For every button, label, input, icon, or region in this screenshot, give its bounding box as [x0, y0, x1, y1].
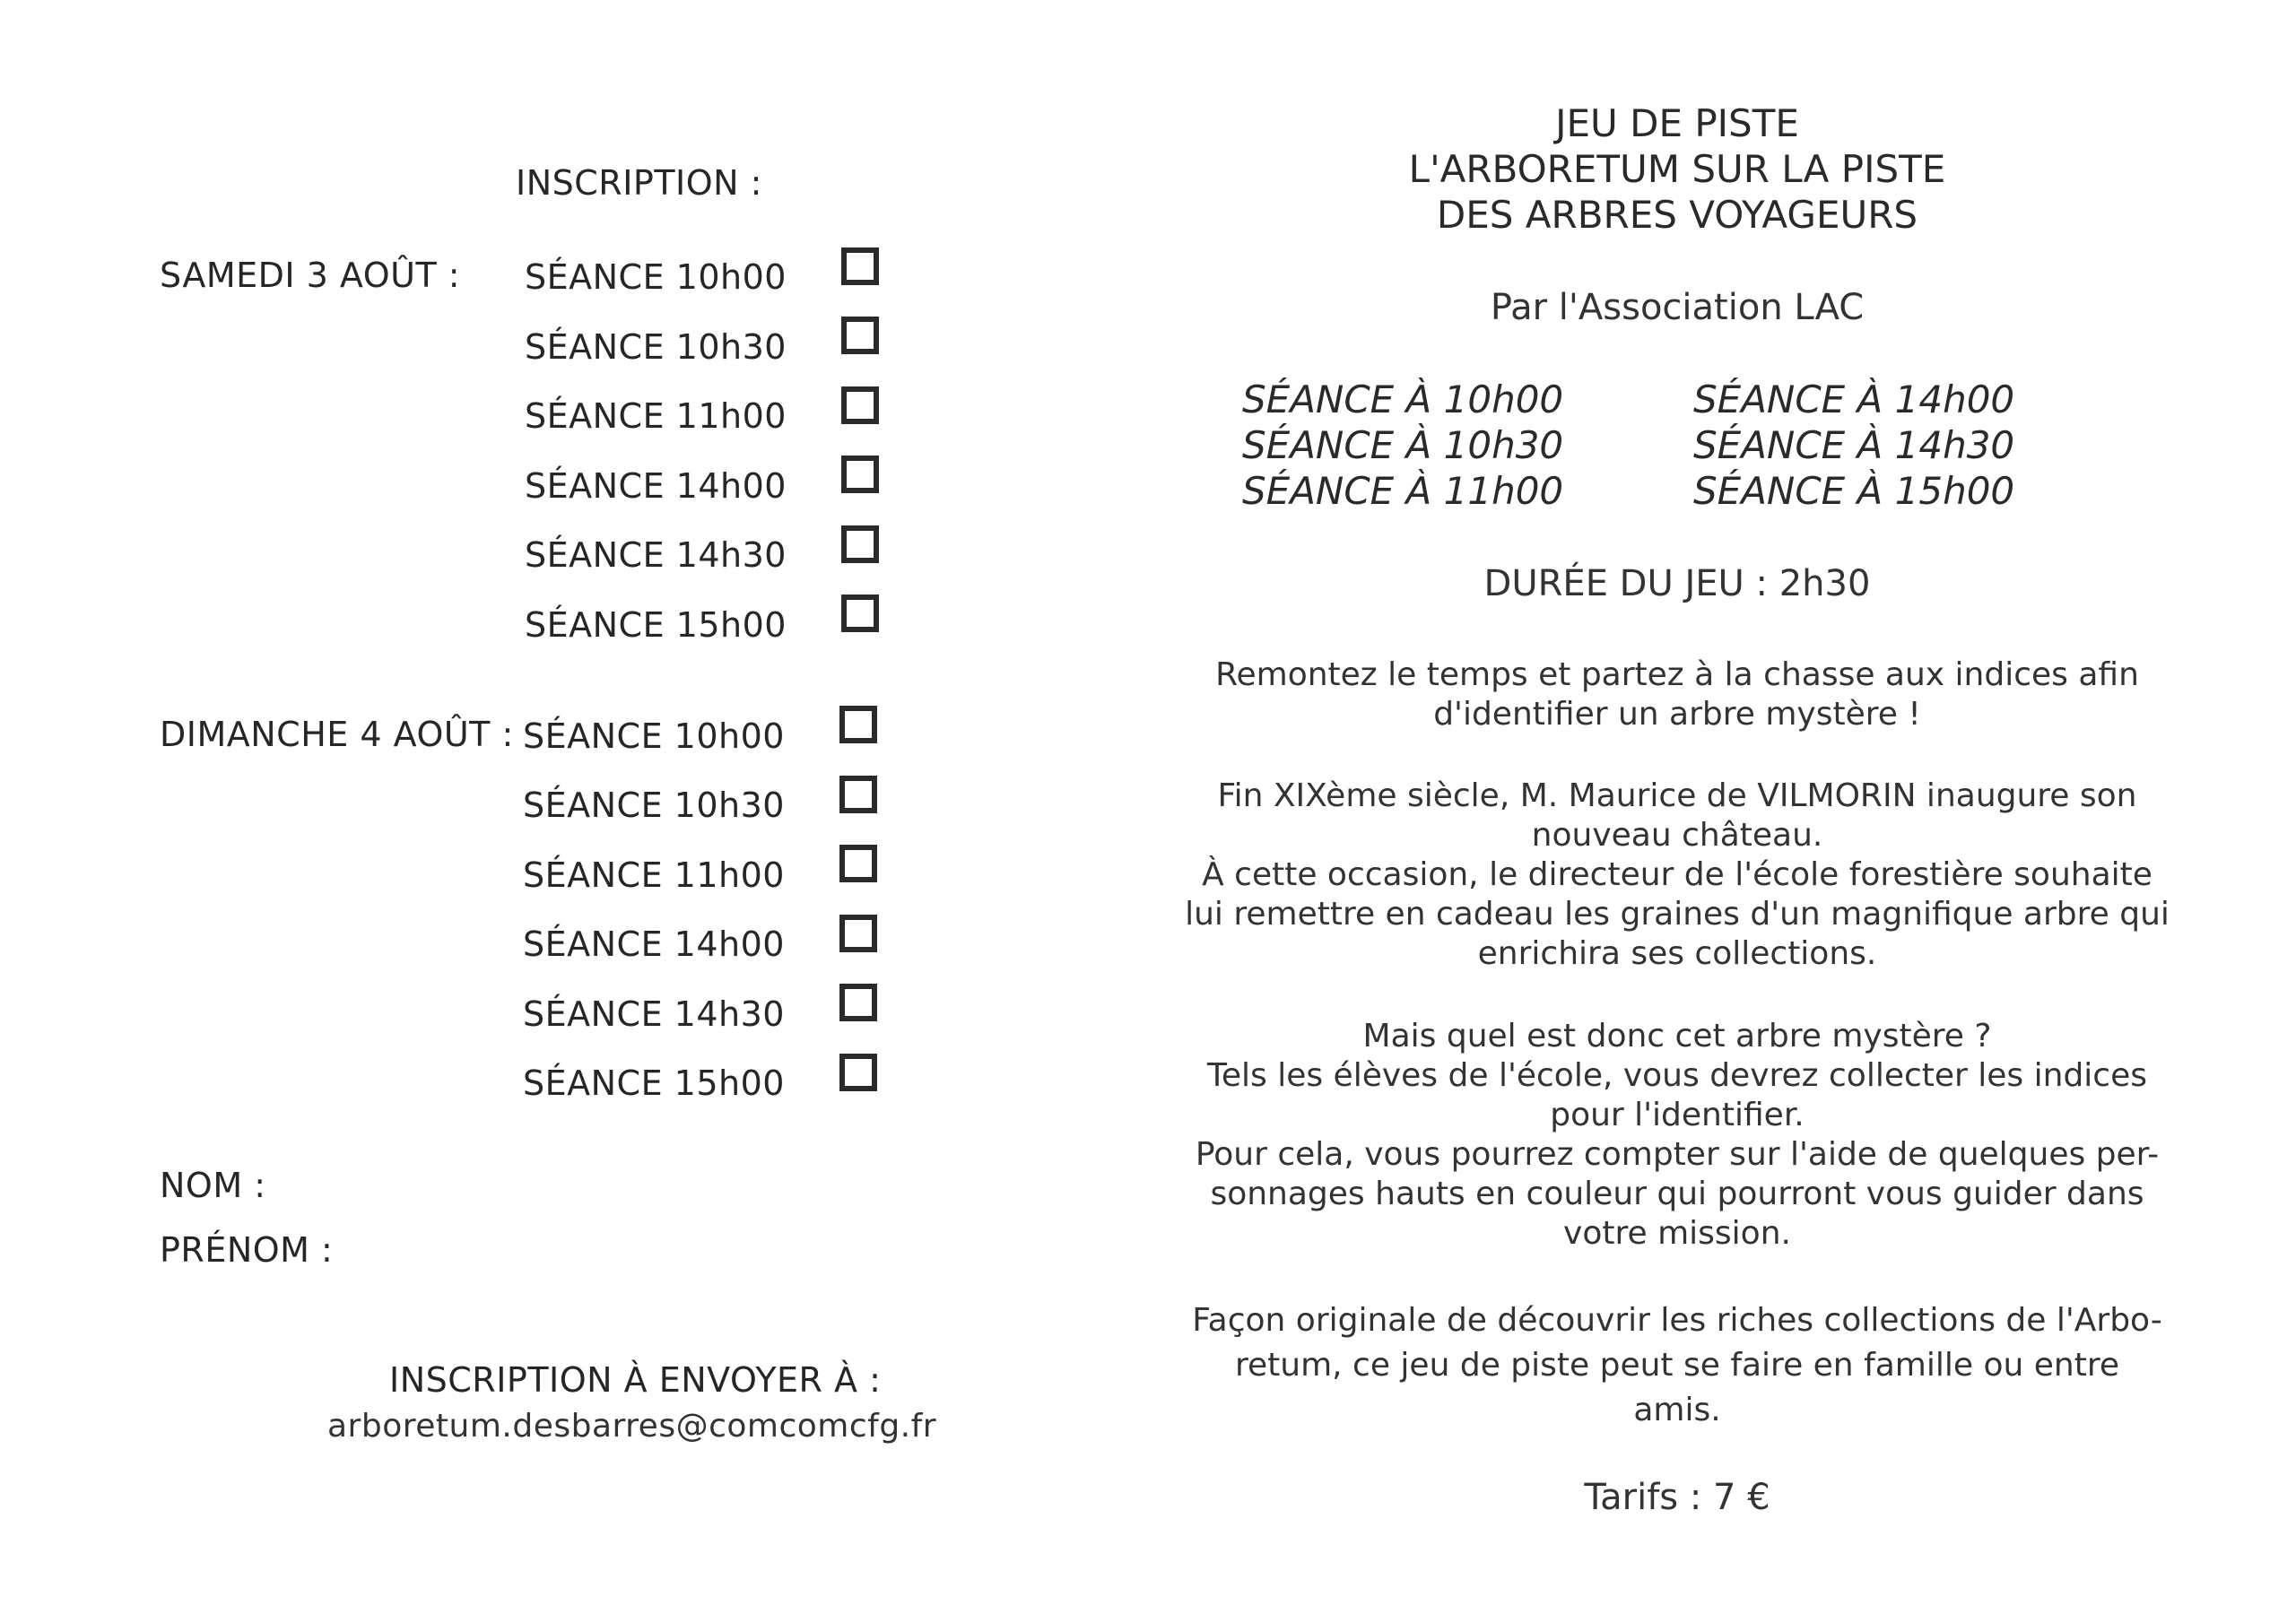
- text-line: Façon originale de découvrir les riches collections de l'Arbo-: [1192, 1302, 2162, 1339]
- day2-session-1000-checkbox[interactable]: [839, 706, 877, 743]
- title-line: JEU DE PISTE: [1555, 101, 1799, 145]
- session-time: SÉANCE À 11h00: [1242, 469, 1564, 513]
- text-line: nouveau château.: [1531, 817, 1823, 854]
- day1-session-label: SÉANCE 15h00: [525, 605, 787, 645]
- text-line: lui remettre en cadeau les graines d'un magnifique arbre qui: [1185, 896, 2170, 933]
- description-paragraph: [1166, 655, 2188, 734]
- page-title: [1166, 100, 2188, 238]
- day2-session-label: SÉANCE 10h00: [523, 716, 785, 756]
- day2-session-1430-checkbox[interactable]: [839, 984, 877, 1021]
- summary-paragraph: [1166, 1298, 2188, 1433]
- name-label: NOM :: [160, 1166, 266, 1205]
- firstname-label: PRÉNOM :: [160, 1230, 334, 1270]
- mystery-paragraph: [1166, 1017, 2188, 1254]
- title-line: L'ARBORETUM SUR LA PISTE: [1408, 147, 1946, 191]
- day1-session-1030-checkbox[interactable]: [841, 317, 879, 354]
- text-line: pour l'identifier.: [1550, 1097, 1805, 1133]
- text-line: Mais quel est donc cet arbre mystère ?: [1362, 1018, 1992, 1055]
- text-line: amis.: [1633, 1392, 1721, 1428]
- day2-label: DIMANCHE 4 AOÛT :: [160, 715, 514, 754]
- day2-session-label: SÉANCE 14h00: [523, 924, 785, 964]
- morning-sessions: [1242, 377, 1563, 514]
- session-time: SÉANCE À 15h00: [1693, 469, 2015, 513]
- email-address: arboretum.desbarres@comcomcfg.fr: [327, 1408, 937, 1445]
- registration-heading: INSCRIPTION :: [516, 163, 762, 203]
- day2-session-1500-checkbox[interactable]: [839, 1054, 877, 1091]
- text-line: Remontez le temps et partez à la chasse aux indices afin: [1215, 656, 2139, 693]
- day1-session-label: SÉANCE 11h00: [525, 396, 787, 436]
- afternoon-sessions: [1693, 377, 2014, 514]
- day2-session-label: SÉANCE 15h00: [523, 1063, 785, 1103]
- day1-session-label: SÉANCE 14h30: [525, 535, 787, 575]
- session-time: SÉANCE À 10h00: [1242, 378, 1564, 421]
- day2-session-1030-checkbox[interactable]: [839, 776, 877, 813]
- day1-session-label: SÉANCE 10h30: [525, 327, 787, 367]
- text-line: À cette occasion, le directeur de l'école forestière souhaite: [1202, 856, 2152, 893]
- text-line: retum, ce jeu de piste peut se faire en famille ou entre: [1235, 1347, 2119, 1384]
- day2-session-label: SÉANCE 11h00: [523, 855, 785, 895]
- send-to-label: INSCRIPTION À ENVOYER À :: [389, 1360, 882, 1400]
- day1-session-1400-checkbox[interactable]: [841, 456, 879, 493]
- text-line: sonnages hauts en couleur qui pourront vous guider dans: [1210, 1176, 2144, 1212]
- text-line: votre mission.: [1563, 1215, 1791, 1252]
- title-line: DES ARBRES VOYAGEURS: [1436, 193, 1918, 237]
- day1-session-label: SÉANCE 10h00: [525, 257, 787, 297]
- text-line: enrichira ses collections.: [1477, 935, 1877, 972]
- day1-session-1430-checkbox[interactable]: [841, 525, 879, 563]
- day1-label: SAMEDI 3 AOÛT :: [160, 256, 461, 295]
- day1-session-label: SÉANCE 14h00: [525, 466, 787, 506]
- session-time: SÉANCE À 10h30: [1242, 423, 1564, 467]
- day1-session-1000-checkbox[interactable]: [841, 247, 879, 285]
- game-duration: DURÉE DU JEU : 2h30: [1483, 563, 1871, 604]
- day1-session-1500-checkbox[interactable]: [841, 595, 879, 632]
- day2-session-label: SÉANCE 10h30: [523, 785, 785, 825]
- text-line: Tels les élèves de l'école, vous devrez collecter les indices: [1206, 1057, 2147, 1094]
- text-line: d'identifier un arbre mystère !: [1433, 696, 1921, 733]
- session-time: SÉANCE À 14h00: [1693, 378, 2015, 421]
- text-line: Pour cela, vous pourrez compter sur l'aide de quelques per-: [1195, 1136, 2160, 1173]
- day2-session-1100-checkbox[interactable]: [839, 845, 877, 882]
- text-line: Fin XIXème siècle, M. Maurice de VILMORIN inaugure son: [1217, 777, 2137, 814]
- price: Tarifs : 7 €: [1584, 1477, 1770, 1518]
- day2-session-1400-checkbox[interactable]: [839, 915, 877, 952]
- history-paragraph: [1166, 777, 2188, 974]
- day1-session-1100-checkbox[interactable]: [841, 386, 879, 424]
- day2-session-label: SÉANCE 14h30: [523, 994, 785, 1034]
- organizer-line: Par l'Association LAC: [1490, 287, 1865, 328]
- session-time: SÉANCE À 14h30: [1693, 423, 2015, 467]
